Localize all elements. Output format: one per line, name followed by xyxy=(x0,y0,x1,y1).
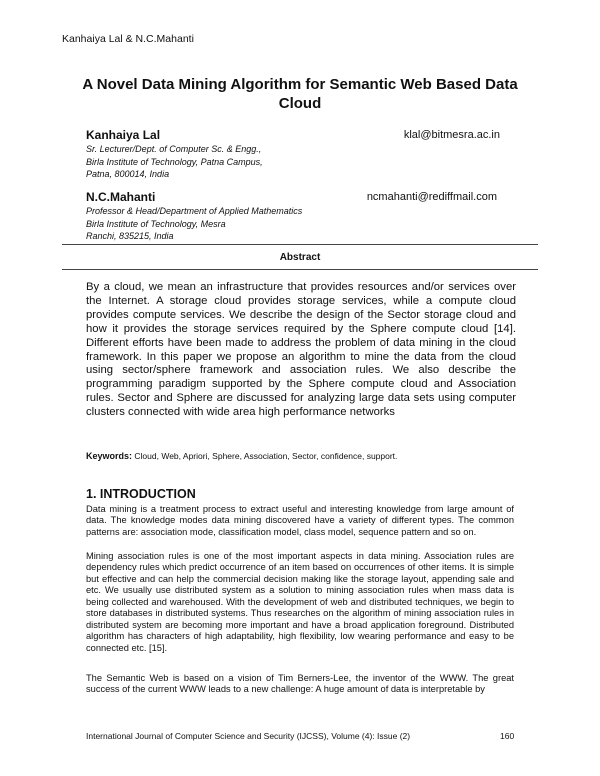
author-2-name: N.C.Mahanti xyxy=(86,190,156,204)
author-1-affiliation xyxy=(86,143,263,181)
section-heading: 1. INTRODUCTION xyxy=(86,487,196,501)
affiliation-line: Birla Institute of Technology, Mesra xyxy=(86,218,226,229)
author-1-email: klal@bitmesra.ac.in xyxy=(403,129,500,141)
keywords-label: Keywords: xyxy=(86,451,133,461)
divider-top xyxy=(62,244,538,245)
author-1-name: Kanhaiya Lal xyxy=(86,128,161,142)
paragraph-1: Data mining is a treatment process to extract useful and interesting knowledge from large amount of data. The knowledge modes data mining discovered have a variety of different types. The common patterns are: association mode, classification model, class model, sequence pattern and so on. xyxy=(86,504,514,537)
keywords-text: Cloud, Web, Apriori, Sphere, Association, Sector, confidence, support. xyxy=(134,451,398,461)
running-head: Kanhaiya Lal & N.C.Mahanti xyxy=(62,33,194,45)
affiliation-line: Patna, 800014, India xyxy=(86,169,170,179)
author-2-email: ncmahanti@rediffmail.com xyxy=(366,191,497,203)
abstract-text: By a cloud, we mean an infrastructure that provides resources and/or services over the Internet. A storage cloud provides storage services, while a compute cloud provides compute services. We describe the design of the Sector storage cloud and how it provides the storage services required by the Sphere compute cloud [14]. Different efforts have been made to address the problem of data mining in the cloud framework. In this paper we propose an algorithm to mine the data from the cloud using sector/sphere framework and association rules. We also describe the programming paradigm supported by the Sphere compute cloud and Association rules. Sector and Sphere are discussed for analyzing large data sets using computer clusters connected with wide area high performance networks xyxy=(86,281,516,419)
affiliation-line: Professor & Head/Department of Applied Mathematics xyxy=(86,206,303,216)
paragraph-2: Mining association rules is one of the most important aspects in data mining. Association rules are dependency rules which predict occurrence of an item based on occurrences of other items. It is simple but effective and can help the commercial decision making like the storage layout, appending sale and etc. We usually use distributed system as a solution to mining association rules when mass data is being collected and warehoused. With the development of web and distributed techniques, we begin to store databases in distributed systems. Thus researches on the algorithm of mining association rules in distributed system are becoming more important and have a broad application foreground. Distributed algorithm has characters of high adaptability, high flexibility, low wearing performance and easy to be connected etc. [15]. xyxy=(86,551,514,653)
page-number: 160 xyxy=(500,731,515,741)
paragraph-3: The Semantic Web is based on a vision of Tim Berners-Lee, the inventor of the WWW. The great success of the current WWW leads to a new challenge: A huge amount of data is interpretable by xyxy=(86,673,514,695)
abstract-heading: Abstract xyxy=(279,252,321,263)
divider-bottom xyxy=(62,269,538,270)
affiliation-line: Sr. Lecturer/Dept. of Computer Sc. & Engg., xyxy=(86,144,262,154)
keywords xyxy=(86,451,526,461)
affiliation-line: Ranchi, 835215, India xyxy=(86,231,174,241)
author-2-affiliation xyxy=(86,205,302,243)
affiliation-line: Birla Institute of Technology, Patna Campus, xyxy=(86,156,263,167)
paper-title: A Novel Data Mining Algorithm for Semantic Web Based Data Cloud xyxy=(82,76,518,112)
footer-journal: International Journal of Computer Science and Security (IJCSS), Volume (4): Issue (2) xyxy=(86,731,411,741)
